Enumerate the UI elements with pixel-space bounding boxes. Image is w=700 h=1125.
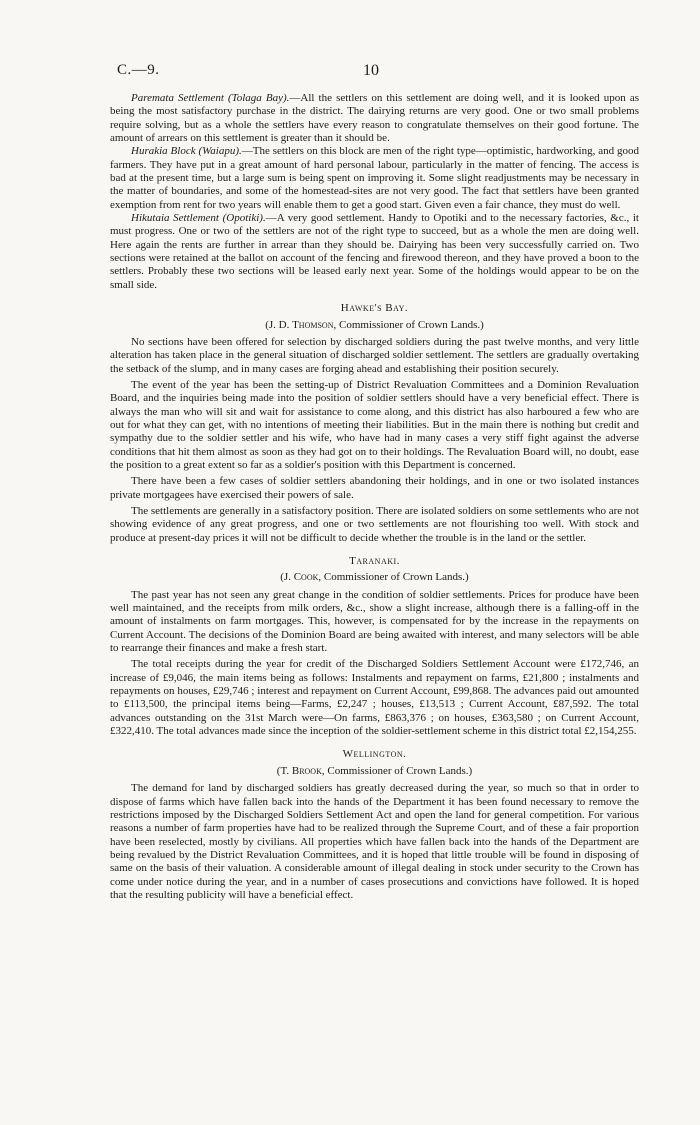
commissioner-prefix: (J. [280,571,294,584]
paragraph-hurakia [110,145,639,212]
commissioner-name: Brook [291,764,322,777]
section-heading-wellington: Wellington. [342,748,407,761]
paragraph: The total receipts during the year for credit of the Discharged Soldiers Settlement Account were £172,746, an increase of £9,046, the main items being as follows: Instalments and repayment on farms, £21,800 ; instalments and repayments on houses, £29,746 ; interest and repayment on Current Account, £99,868. The advances paid out amounted to £113,500, the principal items being—Farms, £2,247 ; houses, £13,513 ; Current Account, £87,592. The total advances outstanding on the 31st March were—On farms, £863,376 ; on houses, £363,580 ; on Current Account, £322,410. The total advances made since the inception of the soldier-settlement scheme in this district total £2,154,255. [110,658,639,738]
parliamentary-paper-ref: C.—9. [117,62,160,78]
commissioner-suffix: , Commissioner of Crown Lands.) [318,571,469,584]
paragraph: The event of the year has been the setting-up of District Revaluation Committees and a Dominion Revaluation Board, and the inquiries being made into the position of soldier settlers should have a very beneficial effect. There is always the man who will sit and wait for assistance to come along, and this district has also harboured a few who are out for what they can get, with no intentions of meeting their liabilities. But in the main there is nothing but credit and sympathy due to the soldier settler and his wife, who have had in many cases a very stiff fight against the adverse conditions that hit them almost as soon as they had got on to their holdings. The Revaluation Board will, no doubt, ease the position to a great extent so far as a soldier's position with this Department is concerned. [110,378,639,471]
commissioner-name: Cook [293,571,319,584]
commissioner-name: Thomson [292,318,334,331]
commissioner-line [110,765,639,778]
section-heading-taranaki: Taranaki. [349,555,400,567]
paragraph: The settlements are generally in a satisfactory position. There are isolated soldiers on some settlements who are not showing evidence of any great progress, and one or two settlements are not flourishing too well. With stock and produce at present-day prices it will not be difficult to decide whether the trouble is in the land or the settler. [110,504,639,544]
paragraph-title: Hurakia Block (Waiapu). [131,145,242,158]
paragraph-title: Hikutaia Settlement (Opotiki). [131,212,266,225]
paragraph-text: —All the settlers on this settlement are doing well, and it is looked upon as being the most satisfactory purchase in the district. The dairying returns are very good. One or two small problems require solving, but as a whole the settlers have every reason to congratulate themselves on their good fortune. The amount of arrears on this settlement is greater than it should be. [110,92,640,145]
paragraph-hikutaia [110,212,639,292]
paragraph-text: —The settlers on this block are men of the right type—optimistic, hardworking, and good farmers. They have put in a great amount of hard personal labour, particularly in the matter of fencing. The access is bad at the present time, but a large sum is being spent on improving it. Some slight readjustments may be necessary in the matter of boundaries, and some of the homestead-sites are not very good. The fact that settlers have been granted exemption from rent for two years will enable them to get a good start. Given even a fair chance, they must do well. [110,145,639,211]
paragraph: No sections have been offered for selection by discharged soldiers during the past twelve months, and very little alteration has taken place in the general situation of discharged soldier settlement. The settlers are gradually overtaking the setback of the slump, and in many cases are forging ahead and establishing their position securely. [110,335,639,375]
commissioner-prefix: (T. [276,764,292,777]
paragraph: The demand for land by discharged soldiers has greatly decreased during the year, so much so that in order to dispose of farms which have fallen back into the hands of the Department it has been found necessary to remove the restrictions imposed by the Discharged Soldiers Settlement Act and open the land for general competition. For various reasons a number of farm properties have had to be realized through the Supreme Court, and of these a fair proportion have been reselected, mostly by civilians. All properties which have fallen back into the hands of the Department are being revalued by the District Revaluation Committees, and it is hoped that little trouble will be found in disposing of same on the basis of their valuation. A considerable amount of illegal dealing in stock under security to the Crown has come under notice during the year, and in a number of cases prosecutions and convictions have followed. It is hoped that the resulting publicity will have a beneficial effect. [110,782,639,901]
commissioner-prefix: (J. D. [265,318,293,331]
paragraph: There have been a few cases of soldier settlers abandoning their holdings, and in one or two isolated instances private mortgagees have exercised their powers of sale. [110,475,639,501]
commissioner-line [110,571,639,584]
paragraph-text: —A very good settlement. Handy to Opotiki and to the necessary factories, &c., it must progress. One or two of the settlers are not of the right type to succeed, but as a whole the men are doing well. Here again the rents are further in arrear than they should be. Dairying has been very successfully carried on. Two sections were retained at the ballot on account of the fencing and firewood thereon, and they have proved a boon to the settlers. Probably these two sections will be leased early next year. Some of the holdings would appear to be on the small side. [110,212,639,291]
commissioner-suffix: , Commissioner of Crown Lands.) [321,764,473,777]
page-number: 10 [363,62,379,79]
paragraph-paremata [110,92,639,145]
commissioner-suffix: , Commissioner of Crown Lands.) [333,318,484,331]
page-body [110,92,639,902]
commissioner-line [110,319,639,332]
section-heading-hawkes-bay: Hawke's Bay. [340,302,409,315]
paragraph-title: Paremata Settlement (Tolaga Bay). [131,92,290,104]
paragraph: The past year has not seen any great change in the condition of soldier settlements. Prices for produce have been well maintained, and the receipts from milk orders, &c., show a slight increase, although there is a falling-off in the amount of instalments on farm mortgages. This, however, is compensated for by the increase in the repayments on Current Account. The decisions of the Dominion Board are being awaited with interest, and many selectors will be able to rearrange their finances and make a fresh start. [110,588,639,655]
